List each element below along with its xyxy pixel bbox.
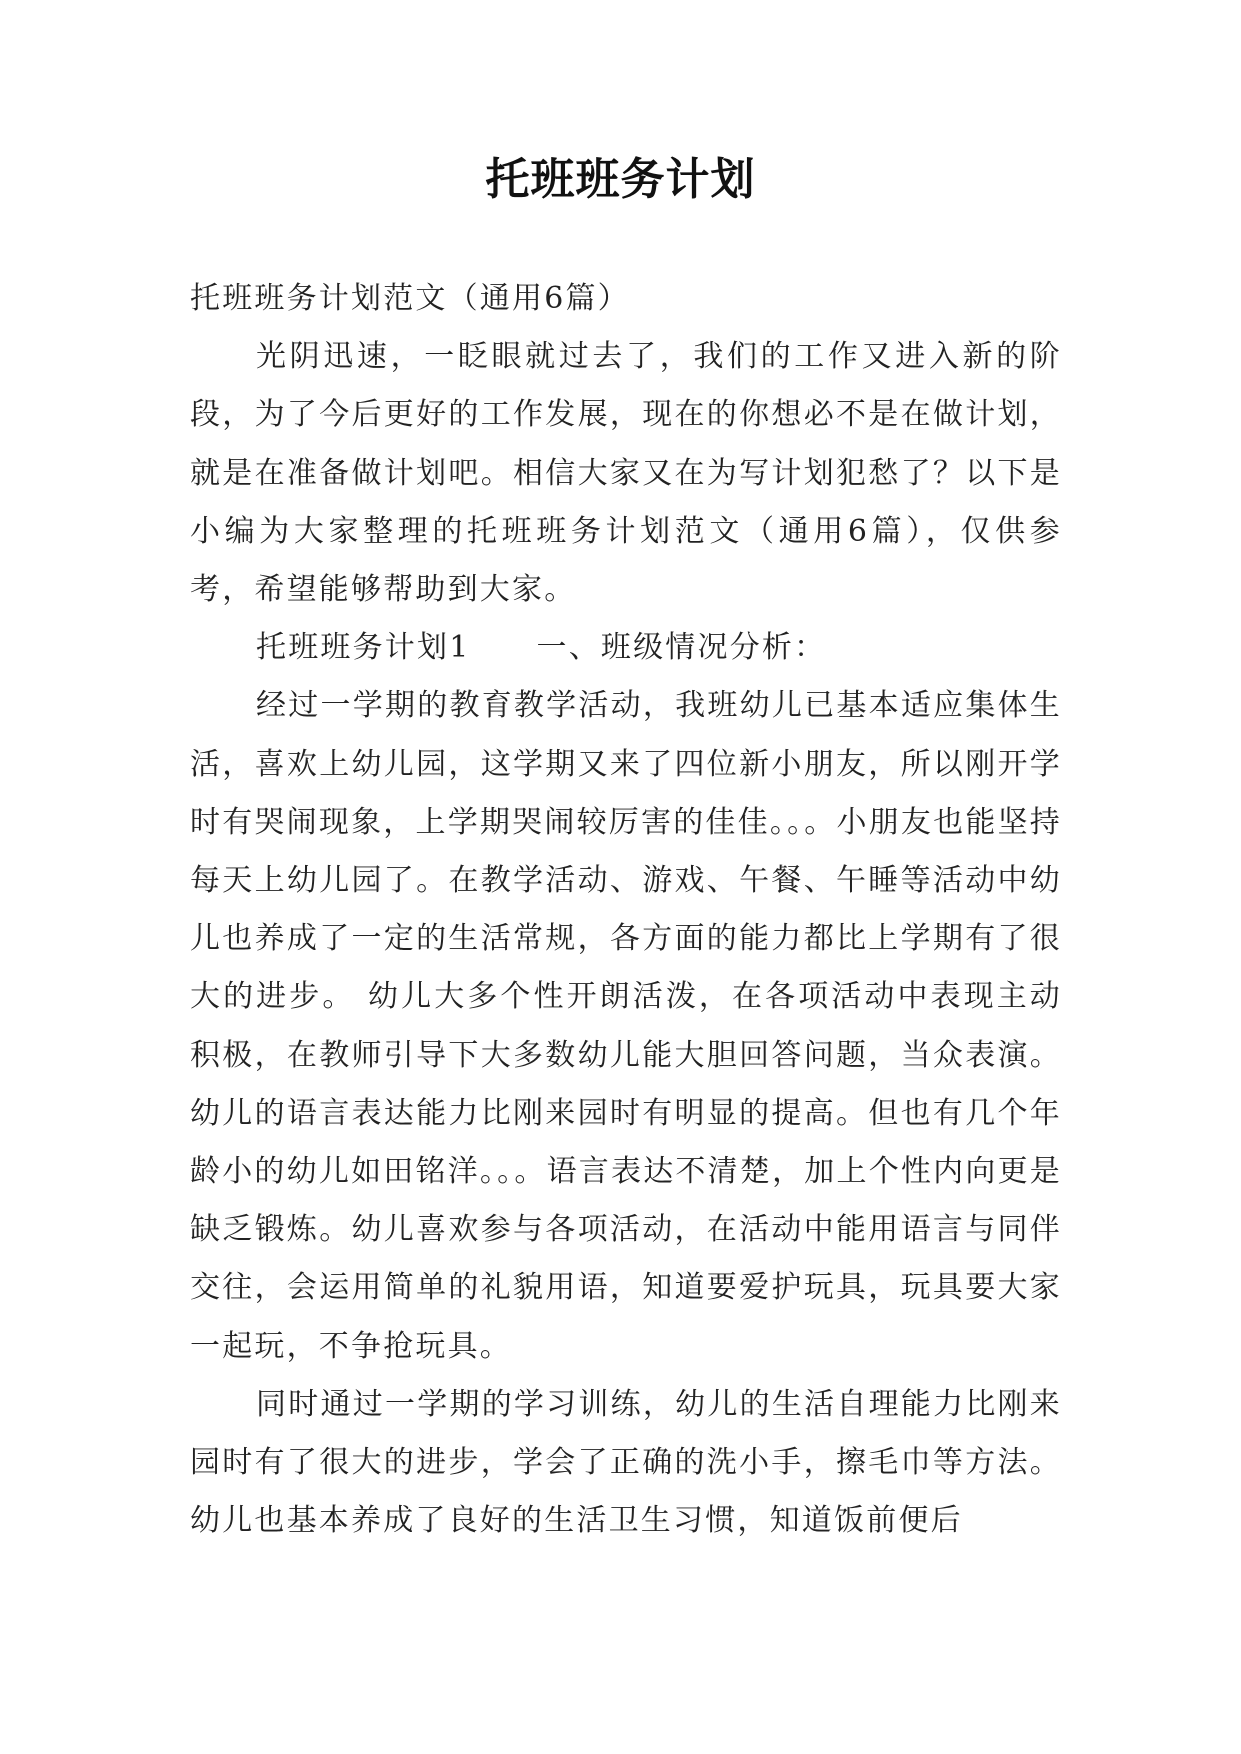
section-heading: 一、班级情况分析： [536,630,827,666]
class-analysis-paragraph: 经过一学期的教育教学活动，我班幼儿已基本适应集体生活，喜欢上幼儿园，这学期又来了四位新小朋友，所以刚开学时有哭闹现象，上学期哭闹较厉害的佳佳。。。小朋友也能坚持每天上幼儿园了。在教学活动、游戏、午餐、午睡等活动中幼儿也养成了一定的生活常规，各方面的能力都比上学期有了很大的进步。 幼儿大多个性开朗活泼，在各项活动中表现主动积极，在教师引导下大多数幼儿能大胆回答问题，当众表演。幼儿的语言表达能力比刚来园时有明显的提高。但也有几个年龄小的幼儿如田铭洋。。。语言表达不清楚，加上个性内向更是缺乏锻炼。幼儿喜欢参与各项活动，在活动中能用语言与同伴交往，会运用简单的礼貌用语，知道要爱护玩具，玩具要大家一起玩，不争抢玩具。 [190,688,1062,1364]
document-body [190,270,1062,1550]
document-title: 托班班务计划 [485,154,756,205]
section-label: 托班班务计划1 [256,630,471,666]
document-subtitle: 托班班务计划范文（通用6篇） [190,281,630,316]
intro-paragraph: 光阴迅速，一眨眼就过去了，我们的工作又进入新的阶段，为了今后更好的工作发展，现在的你想必不是在做计划，就是在准备做计划吧。相信大家又在为写计划犯愁了？以下是小编为大家整理的托班班务计划范文（通用6篇），仅供参考，希望能够帮助到大家。 [190,339,1062,608]
self-care-paragraph: 同时通过一学期的学习训练，幼儿的生活自理能力比刚来园时有了很大的进步，学会了正确的洗小手，擦毛巾等方法。幼儿也基本养成了良好的生活卫生习惯，知道饭前便后 [190,1386,1062,1539]
section-line [190,619,1062,677]
